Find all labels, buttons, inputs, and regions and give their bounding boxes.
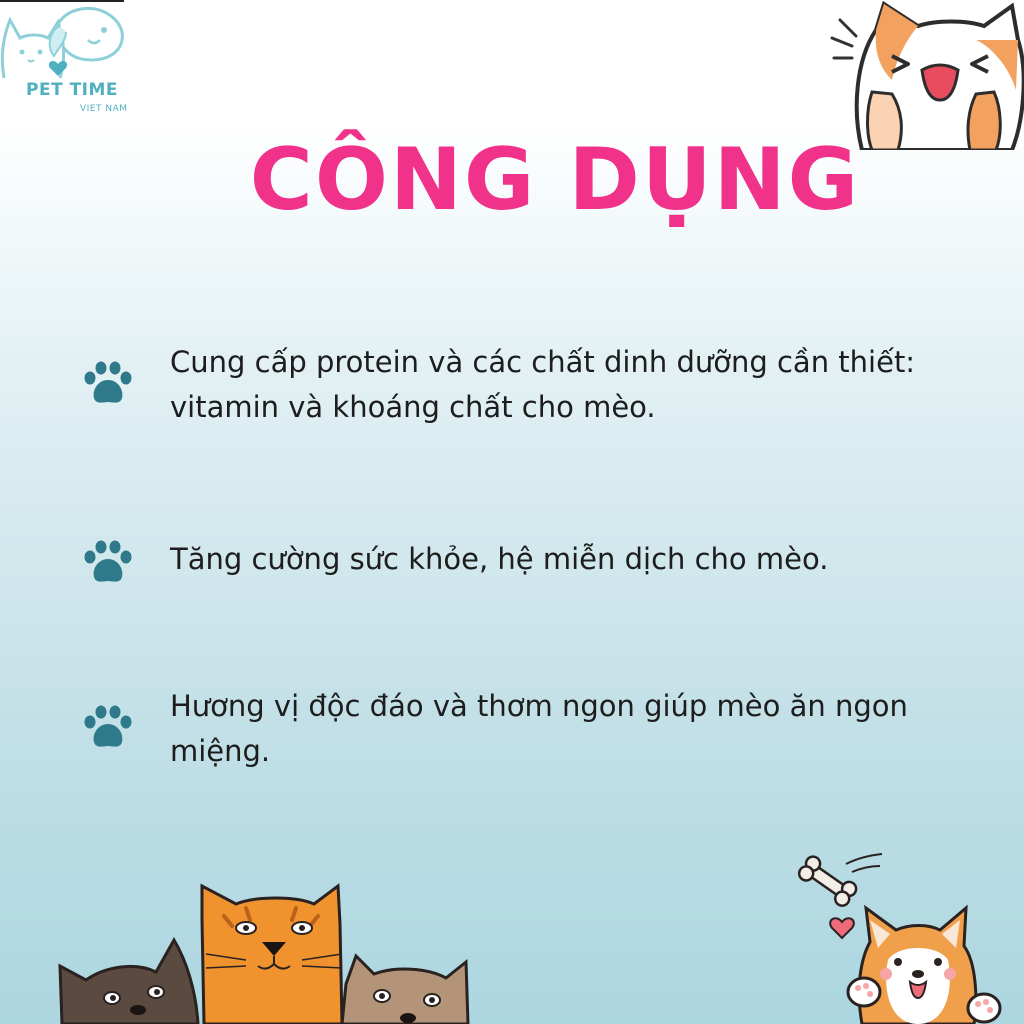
item-text: Hương vị độc đáo và thơm ngon giúp mèo ăn ngon miệng. bbox=[170, 689, 908, 768]
paw-icon bbox=[82, 360, 134, 406]
dog-bone-illustration bbox=[798, 850, 1024, 1024]
logo-name: PET TIME bbox=[26, 80, 119, 100]
cats-illustration bbox=[56, 880, 476, 1024]
item-text: Tăng cường sức khỏe, hệ miễn dịch cho mèo. bbox=[170, 542, 829, 576]
pet-logo-icon bbox=[0, 0, 128, 118]
laughing-cat-illustration bbox=[826, 0, 1024, 150]
item-text: Cung cấp protein và các chất dinh dưỡng cần thiết: vitamin và khoáng chất cho mèo. bbox=[170, 345, 916, 424]
paw-icon bbox=[82, 704, 134, 750]
logo-subtitle: VIET NAM bbox=[80, 104, 128, 114]
page-title: CÔNG DỤNG bbox=[249, 130, 861, 230]
brand-logo bbox=[0, 0, 128, 118]
paw-icon bbox=[82, 539, 134, 585]
